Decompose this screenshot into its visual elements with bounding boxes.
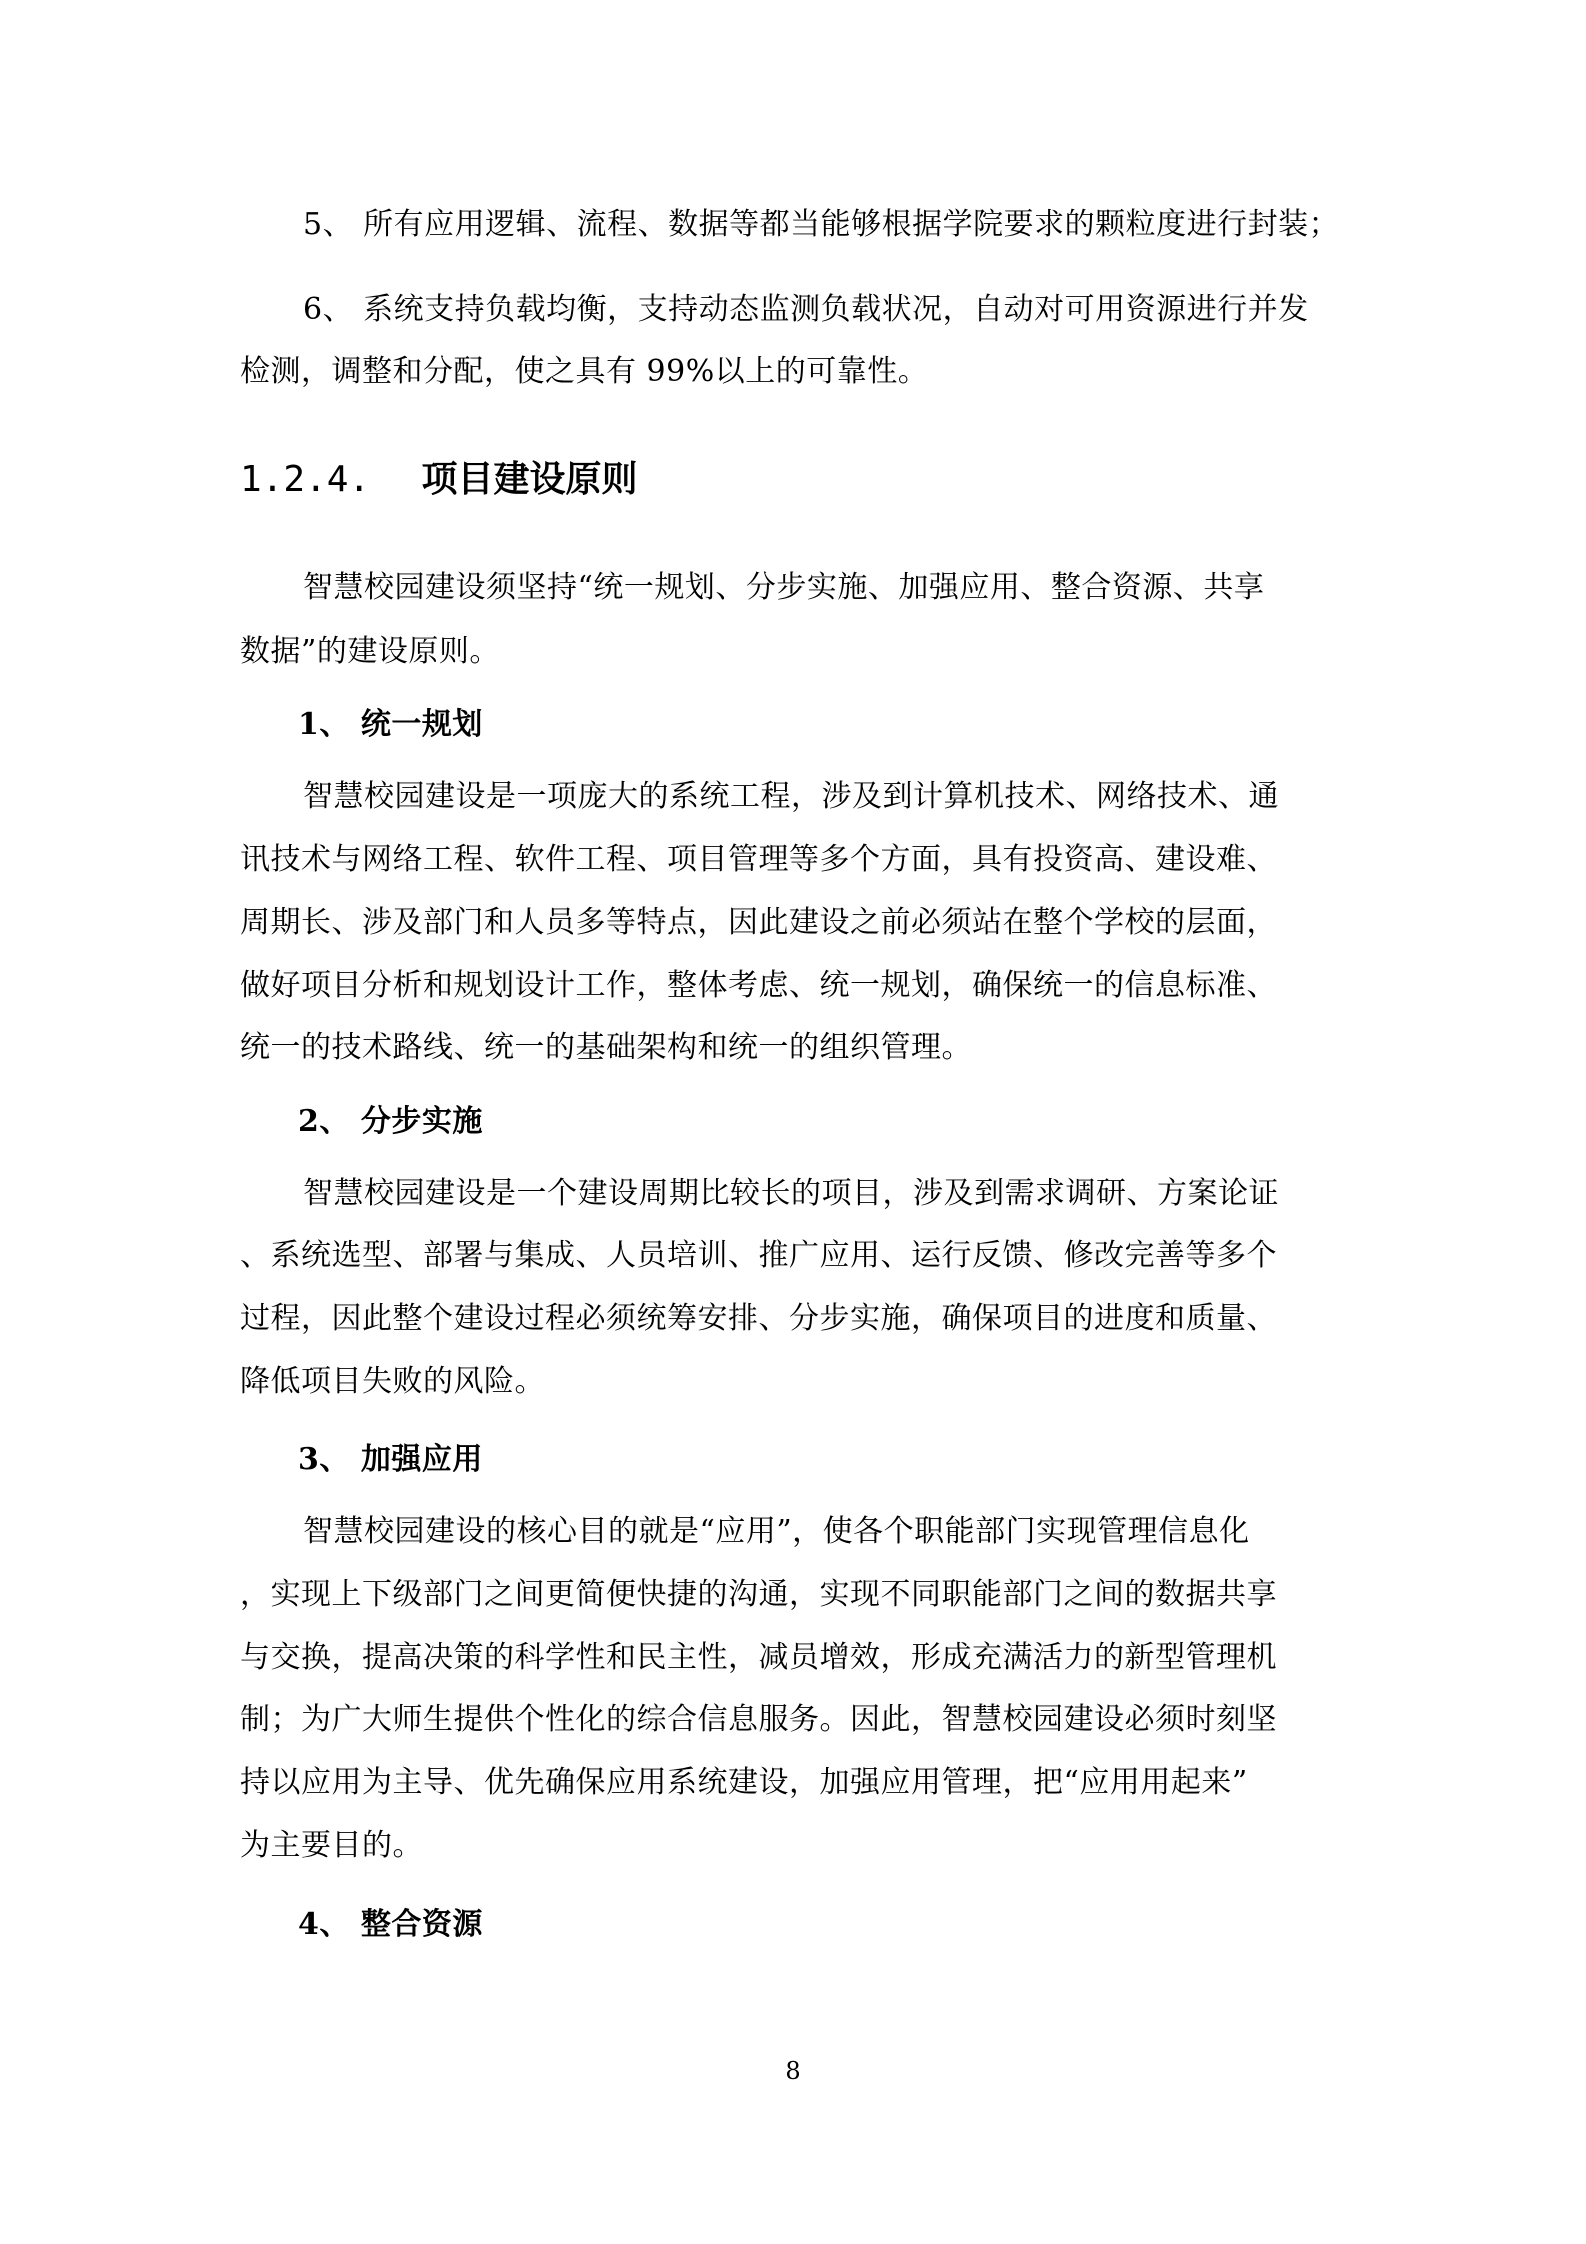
paragraph-line: 过程，因此整个建设过程必须统筹安排、分步实施，确保项目的进度和质量、 bbox=[240, 1301, 1277, 1336]
list-item-6 bbox=[303, 290, 1423, 330]
list-item-number: 5、 bbox=[303, 207, 354, 242]
principle-heading-2: 2、 分步实施 bbox=[298, 1104, 483, 1139]
section-number: 1.2.4. bbox=[240, 459, 371, 500]
paragraph-line: 降低项目失败的风险。 bbox=[240, 1364, 545, 1399]
paragraph-line: 持以应用为主导、优先确保应用系统建设，加强应用管理，把“应用用起来” bbox=[240, 1765, 1248, 1800]
list-item-number: 6、 bbox=[303, 292, 354, 327]
paragraph-line: 智慧校园建设是一个建设周期比较长的项目，涉及到需求调研、方案论证 bbox=[303, 1176, 1279, 1211]
paragraph-line: 讯技术与网络工程、软件工程、项目管理等多个方面，具有投资高、建设难、 bbox=[240, 842, 1277, 877]
paragraph-line: 与交换，提高决策的科学性和民主性，减员增效，形成充满活力的新型管理机 bbox=[240, 1640, 1277, 1675]
list-item-5 bbox=[303, 205, 1423, 245]
list-item-text-continued: 检测，调整和分配，使之具有 99%以上的可靠性。 bbox=[240, 354, 929, 389]
principle-heading-3: 3、 加强应用 bbox=[298, 1442, 483, 1477]
paragraph-line: 做好项目分析和规划设计工作，整体考虑、统一规划，确保统一的信息标准、 bbox=[240, 968, 1277, 1003]
paragraph-line: 统一的技术路线、统一的基础架构和统一的组织管理。 bbox=[240, 1030, 972, 1065]
section-heading bbox=[240, 455, 637, 504]
paragraph-line: 智慧校园建设是一项庞大的系统工程，涉及到计算机技术、网络技术、通 bbox=[303, 779, 1279, 814]
paragraph-line: ，实现上下级部门之间更简便快捷的沟通，实现不同职能部门之间的数据共享 bbox=[240, 1577, 1277, 1612]
page-number: 8 bbox=[785, 2057, 801, 2085]
paragraph-line: 、系统选型、部署与集成、人员培训、推广应用、运行反馈、修改完善等多个 bbox=[240, 1238, 1277, 1273]
principle-heading-1: 1、 统一规划 bbox=[298, 707, 483, 742]
list-item-text: 所有应用逻辑、流程、数据等都当能够根据学院要求的颗粒度进行封装； bbox=[363, 207, 1340, 242]
section-intro-line: 智慧校园建设须坚持“统一规划、分步实施、加强应用、整合资源、共享 bbox=[303, 570, 1265, 605]
paragraph-line: 周期长、涉及部门和人员多等特点，因此建设之前必须站在整个学校的层面， bbox=[240, 905, 1277, 940]
section-intro-line: 数据”的建设原则。 bbox=[240, 634, 500, 669]
paragraph-line: 为主要目的。 bbox=[240, 1828, 423, 1863]
paragraph-line: 智慧校园建设的核心目的就是“应用”，使各个职能部门实现管理信息化 bbox=[303, 1514, 1250, 1549]
paragraph-line: 制；为广大师生提供个性化的综合信息服务。因此，智慧校园建设必须时刻坚 bbox=[240, 1702, 1277, 1737]
list-item-text: 系统支持负载均衡，支持动态监测负载状况，自动对可用资源进行并发 bbox=[363, 292, 1309, 327]
section-title: 项目建设原则 bbox=[421, 458, 638, 500]
principle-heading-4: 4、 整合资源 bbox=[298, 1907, 483, 1942]
